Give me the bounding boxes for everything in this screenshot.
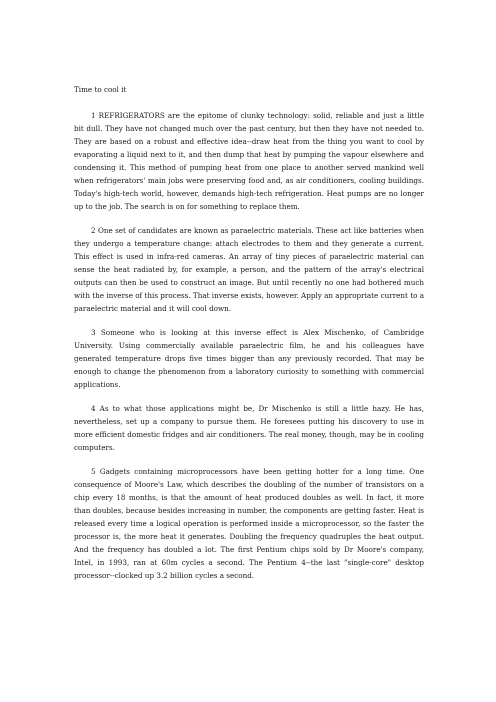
document-title: Time to cool it: [74, 85, 127, 94]
paragraph-3: 3 Someone who is looking at this inverse effect is Alex Mischenko, of Cambridge University. Using commercially available paraelectric film, he and his colleagues have generated temperature drops five times bigger than any previously recorded. That may be enough to change the phenomenon from a laboratory curiosity to something with commercial applications.: [74, 328, 424, 389]
paragraph-1: 1 REFRIGERATORS are the epitome of clunky technology: solid, reliable and just a little bit dull. They have not changed much over the past century, but then they have not needed to. They are based on a robust and effective idea--draw heat from the thing you want to cool by evaporating a liquid next to it, and then dump that heat by pumping the vapour elsewhere and condensing it. This method of pumping heat from one place to another served mankind well when refrigerators' main jobs were preserving food and, as air conditioners, cooling buildings. Today's high-tech world, however, demands high-tech refrigeration. Heat pumps are no longer up to the job. The search is on for something to replace them.: [74, 111, 424, 211]
paragraph-5: 5 Gadgets containing microprocessors have been getting hotter for a long time. One consequence of Moore's Law, which describes the doubling of the number of transistors on a chip every 18 months, is that the amount of heat produced doubles as well. In fact, it more than doubles, because besides increasing in number, the components are getting faster. Heat is released every time a logical operation is performed inside a microprocessor, so the faster the processor is, the more heat it generates. Doubling the frequency quadruples the heat output. And the frequency has doubled a lot. The first Pentium chips sold by Dr Moore's company, Intel, in 1993, ran at 60m cycles a second. The Pentium 4--the last "single-core" desktop processor--clocked up 3.2 billion cycles a second.: [74, 467, 424, 580]
paragraph-2: 2 One set of candidates are known as paraelectric materials. These act like batteries when they undergo a temperature change: attach electrodes to them and they generate a current. This effect is used in infra-red cameras. An array of tiny pieces of paraelectric material can sense the heat radiated by, for example, a person, and the pattern of the array's electrical outputs can then be used to construct an image. But until recently no one had bothered much with the inverse of this process. That inverse exists, however. Apply an appropriate current to a paraelectric material and it will cool down.: [74, 226, 424, 313]
document-body: [74, 83, 424, 593]
paragraph-4: 4 As to what those applications might be, Dr Mischenko is still a little hazy. He has, nevertheless, set up a company to pursue them. He foresees putting his discovery to use in more efficient domestic fridges and air conditioners. The real money, though, may be in cooling computers.: [74, 404, 424, 452]
